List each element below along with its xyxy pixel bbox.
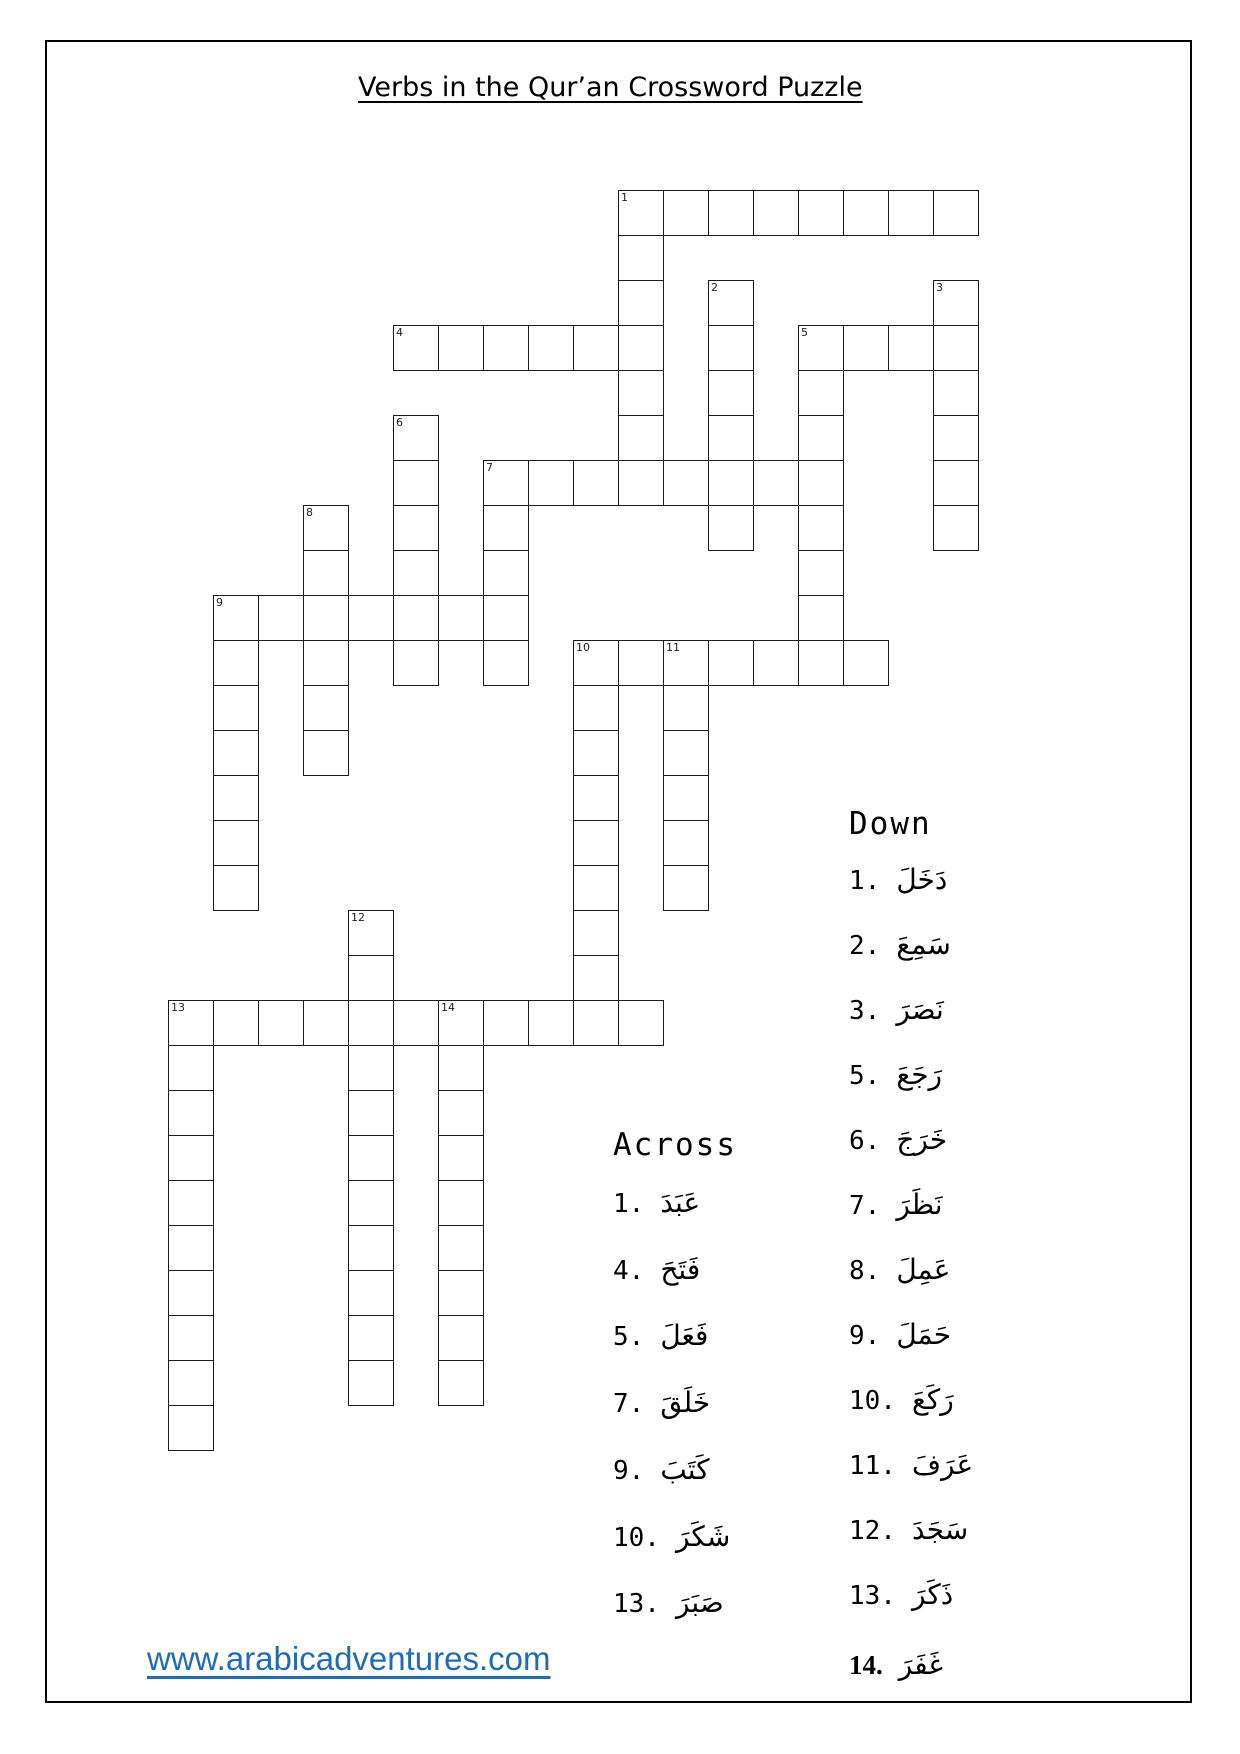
clue-item-arabic-verb: عَبَدَ (660, 1186, 701, 1219)
grid-cell[interactable] (393, 460, 439, 506)
grid-cell[interactable] (663, 640, 709, 686)
grid-cell[interactable] (663, 460, 709, 506)
grid-cell[interactable] (303, 595, 349, 641)
grid-cell[interactable] (573, 1000, 619, 1046)
grid-cell[interactable] (438, 1135, 484, 1181)
clue-item-arabic-verb: خَلَقَ (660, 1386, 711, 1420)
grid-cell[interactable] (933, 505, 979, 551)
grid-cell[interactable] (573, 640, 619, 686)
grid-cell[interactable] (483, 325, 529, 371)
grid-cell[interactable] (618, 235, 664, 281)
grid-cell[interactable] (168, 1000, 214, 1046)
grid-cell[interactable] (798, 595, 844, 641)
grid-cell[interactable] (843, 640, 889, 686)
clue-item-arabic-verb: كَتَبَ (660, 1452, 710, 1486)
grid-cell[interactable] (843, 325, 889, 371)
clue-item-arabic-verb: رَجَعَ (896, 1058, 943, 1091)
grid-cell[interactable] (303, 505, 349, 551)
down-header: Down (849, 806, 932, 842)
clue-item-arabic-verb: نَصَرَ (896, 993, 944, 1026)
grid-cell[interactable] (573, 685, 619, 731)
grid-cell[interactable] (798, 550, 844, 596)
grid-cell[interactable] (168, 1045, 214, 1091)
grid-cell[interactable] (348, 1270, 394, 1316)
grid-cell[interactable] (573, 865, 619, 911)
grid-cell[interactable] (798, 415, 844, 461)
grid-cell[interactable] (573, 730, 619, 776)
grid-cell[interactable] (933, 370, 979, 416)
grid-cell[interactable] (168, 1225, 214, 1271)
grid-cell[interactable] (213, 1000, 259, 1046)
grid-cell[interactable] (348, 910, 394, 956)
down-clue-item (849, 1648, 943, 1681)
grid-cell[interactable] (618, 190, 664, 236)
grid-cell[interactable] (303, 685, 349, 731)
grid-cell[interactable] (663, 730, 709, 776)
grid-cell[interactable] (708, 190, 754, 236)
grid-cell[interactable] (303, 730, 349, 776)
grid-cell[interactable] (438, 1315, 484, 1361)
clue-item-arabic-verb: خَرَجَ (896, 1123, 948, 1156)
grid-cell[interactable] (303, 550, 349, 596)
clue-item-number: 13. (849, 1581, 896, 1611)
grid-cell[interactable] (663, 865, 709, 911)
grid-cell[interactable] (213, 820, 259, 866)
grid-cell[interactable] (213, 865, 259, 911)
clue-number-label: 11 (666, 641, 680, 654)
clue-item-number: 7. (849, 1191, 881, 1221)
grid-cell[interactable] (663, 685, 709, 731)
clue-number-label: 9 (216, 596, 223, 609)
grid-cell[interactable] (618, 415, 664, 461)
grid-cell[interactable] (708, 370, 754, 416)
clue-number-label: 14 (441, 1001, 455, 1014)
clue-item-number: 9. (849, 1321, 881, 1351)
grid-cell[interactable] (753, 190, 799, 236)
clue-item-arabic-verb: دَخَلَ (896, 863, 948, 896)
grid-cell[interactable] (348, 1090, 394, 1136)
grid-cell[interactable] (438, 595, 484, 641)
clue-item-arabic-verb: صَبَرَ (675, 1586, 724, 1620)
grid-cell[interactable] (168, 1315, 214, 1361)
grid-cell[interactable] (573, 775, 619, 821)
clue-number-label: 4 (396, 326, 403, 339)
across-clue-item (613, 1386, 710, 1419)
grid-cell[interactable] (213, 730, 259, 776)
grid-cell[interactable] (798, 640, 844, 686)
grid-cell[interactable] (618, 1000, 664, 1046)
grid-cell[interactable] (483, 640, 529, 686)
grid-cell[interactable] (483, 1000, 529, 1046)
clue-number-label: 6 (396, 416, 403, 429)
grid-cell[interactable] (348, 1180, 394, 1226)
grid-cell[interactable] (663, 775, 709, 821)
page-title: Verbs in the Qur’an Crossword Puzzle (358, 72, 863, 103)
grid-cell[interactable] (168, 1135, 214, 1181)
down-clue-item (849, 928, 951, 961)
grid-cell[interactable] (798, 190, 844, 236)
clue-item-arabic-verb: سَجَدَ (911, 1513, 969, 1546)
clue-item-number: 1. (849, 866, 881, 896)
grid-cell[interactable] (213, 640, 259, 686)
clue-number-label: 2 (711, 281, 718, 294)
grid-cell[interactable] (438, 1180, 484, 1226)
grid-cell[interactable] (438, 1225, 484, 1271)
grid-cell[interactable] (573, 955, 619, 1001)
grid-cell[interactable] (528, 325, 574, 371)
grid-cell[interactable] (168, 1405, 214, 1451)
clue-number-label: 12 (351, 911, 365, 924)
grid-cell[interactable] (528, 1000, 574, 1046)
grid-cell[interactable] (933, 325, 979, 371)
clue-number-label: 1 (621, 191, 628, 204)
clue-item-number: 14. (849, 1650, 883, 1680)
grid-cell[interactable] (168, 1270, 214, 1316)
clue-item-number: 11. (849, 1451, 896, 1481)
grid-cell[interactable] (438, 1090, 484, 1136)
grid-cell[interactable] (438, 1000, 484, 1046)
across-clue-item (613, 1520, 730, 1553)
down-clue-item (849, 1188, 943, 1221)
grid-cell[interactable] (573, 460, 619, 506)
grid-cell[interactable] (168, 1090, 214, 1136)
down-clue-item (849, 1318, 951, 1351)
clue-item-number: 10. (849, 1386, 896, 1416)
grid-cell[interactable] (393, 415, 439, 461)
clue-item-number: 13. (613, 1589, 660, 1620)
grid-cell[interactable] (708, 505, 754, 551)
down-clue-list (849, 806, 974, 1681)
across-clue-item (613, 1186, 700, 1219)
clue-item-arabic-verb: رَكَعَ (911, 1383, 954, 1416)
clue-item-arabic-verb: شَكَرَ (675, 1519, 731, 1553)
grid-cell[interactable] (753, 640, 799, 686)
clue-item-number: 7. (613, 1389, 645, 1420)
clue-item-number: 8. (849, 1256, 881, 1286)
grid-cell[interactable] (663, 820, 709, 866)
clue-item-number: 5. (613, 1322, 645, 1353)
across-header: Across (613, 1127, 737, 1163)
grid-cell[interactable] (393, 325, 439, 371)
clue-item-arabic-verb: عَرَفَ (911, 1448, 974, 1481)
grid-cell[interactable] (798, 505, 844, 551)
grid-cell[interactable] (438, 1270, 484, 1316)
grid-cell[interactable] (573, 820, 619, 866)
down-clue-item (849, 993, 944, 1026)
clue-number-label: 13 (171, 1001, 185, 1014)
grid-cell[interactable] (258, 595, 304, 641)
grid-cell[interactable] (213, 595, 259, 641)
clue-number-label: 3 (936, 281, 943, 294)
clue-number-label: 8 (306, 506, 313, 519)
down-clue-item (849, 1448, 973, 1481)
clue-item-number: 3. (849, 996, 881, 1026)
down-clue-item (849, 1123, 947, 1156)
clue-item-number: 4. (613, 1255, 645, 1286)
clue-item-number: 12. (849, 1516, 896, 1546)
clue-item-arabic-verb: ذَكَرَ (911, 1578, 954, 1611)
grid-cell[interactable] (393, 550, 439, 596)
grid-cell[interactable] (393, 1000, 439, 1046)
grid-cell[interactable] (258, 1000, 304, 1046)
grid-cell[interactable] (708, 415, 754, 461)
grid-cell[interactable] (393, 640, 439, 686)
clue-item-arabic-verb: سَمِعَ (896, 928, 951, 961)
grid-cell[interactable] (438, 1045, 484, 1091)
across-clue-item (613, 1253, 700, 1286)
grid-cell[interactable] (753, 460, 799, 506)
grid-cell[interactable] (303, 640, 349, 686)
footer-link[interactable]: www.arabicadventures.com (147, 1640, 551, 1677)
down-clue-item (849, 863, 947, 896)
clue-number-label: 7 (486, 461, 493, 474)
down-clue-item (849, 1058, 942, 1091)
clue-item-arabic-verb: نَظَرَ (896, 1188, 943, 1221)
grid-cell[interactable] (168, 1360, 214, 1406)
grid-cell[interactable] (168, 1180, 214, 1226)
grid-cell[interactable] (348, 1315, 394, 1361)
grid-cell[interactable] (348, 1360, 394, 1406)
clue-number-label: 5 (801, 326, 808, 339)
grid-cell[interactable] (303, 1000, 349, 1046)
across-clue-item (613, 1586, 724, 1619)
grid-cell[interactable] (393, 505, 439, 551)
grid-cell[interactable] (888, 325, 934, 371)
grid-cell[interactable] (393, 595, 439, 641)
grid-cell[interactable] (618, 460, 664, 506)
clue-item-number: 1. (613, 1189, 645, 1219)
grid-cell[interactable] (618, 325, 664, 371)
across-clue-item (613, 1453, 710, 1486)
down-clue-item (849, 1383, 954, 1416)
grid-cell[interactable] (348, 1225, 394, 1271)
clue-item-number: 6. (849, 1126, 881, 1156)
grid-cell[interactable] (573, 910, 619, 956)
clue-item-number: 2. (849, 931, 881, 961)
grid-cell[interactable] (438, 1360, 484, 1406)
grid-cell[interactable] (348, 955, 394, 1001)
grid-cell[interactable] (213, 775, 259, 821)
grid-cell[interactable] (708, 325, 754, 371)
grid-cell[interactable] (348, 595, 394, 641)
grid-cell[interactable] (663, 190, 709, 236)
grid-cell[interactable] (618, 370, 664, 416)
grid-cell[interactable] (708, 460, 754, 506)
clue-number-label: 10 (576, 641, 590, 654)
clue-item-number: 10. (613, 1522, 660, 1553)
grid-cell[interactable] (708, 280, 754, 326)
down-clue-item (849, 1513, 968, 1546)
grid-cell[interactable] (438, 325, 484, 371)
grid-cell[interactable] (933, 415, 979, 461)
clue-item-arabic-verb: حَمَلَ (896, 1318, 952, 1351)
grid-cell[interactable] (618, 640, 664, 686)
grid-cell[interactable] (798, 370, 844, 416)
grid-cell[interactable] (843, 190, 889, 236)
across-clue-item (613, 1319, 708, 1352)
grid-cell[interactable] (213, 685, 259, 731)
grid-cell[interactable] (618, 280, 664, 326)
down-clue-item (849, 1253, 950, 1286)
clue-item-arabic-verb: فَتَحَ (660, 1252, 701, 1286)
grid-cell[interactable] (798, 325, 844, 371)
grid-cell[interactable] (483, 595, 529, 641)
grid-cell[interactable] (573, 325, 619, 371)
grid-cell[interactable] (888, 190, 934, 236)
grid-cell[interactable] (933, 190, 979, 236)
grid-cell[interactable] (933, 460, 979, 506)
clue-item-number: 5. (849, 1061, 881, 1091)
grid-cell[interactable] (348, 1000, 394, 1046)
down-clue-item (849, 1578, 953, 1611)
clue-item-arabic-verb: غَفَرَ (898, 1648, 944, 1681)
grid-cell[interactable] (483, 460, 529, 506)
grid-cell[interactable] (528, 460, 574, 506)
clue-item-arabic-verb: فَعَلَ (660, 1319, 709, 1353)
across-clue-list (613, 1127, 737, 1620)
grid-cell[interactable] (933, 280, 979, 326)
grid-cell[interactable] (348, 1045, 394, 1091)
grid-cell[interactable] (483, 505, 529, 551)
grid-cell[interactable] (798, 460, 844, 506)
grid-cell[interactable] (348, 1135, 394, 1181)
grid-cell[interactable] (708, 640, 754, 686)
grid-cell[interactable] (483, 550, 529, 596)
clue-item-arabic-verb: عَمِلَ (896, 1253, 951, 1286)
clue-item-number: 9. (613, 1455, 645, 1486)
